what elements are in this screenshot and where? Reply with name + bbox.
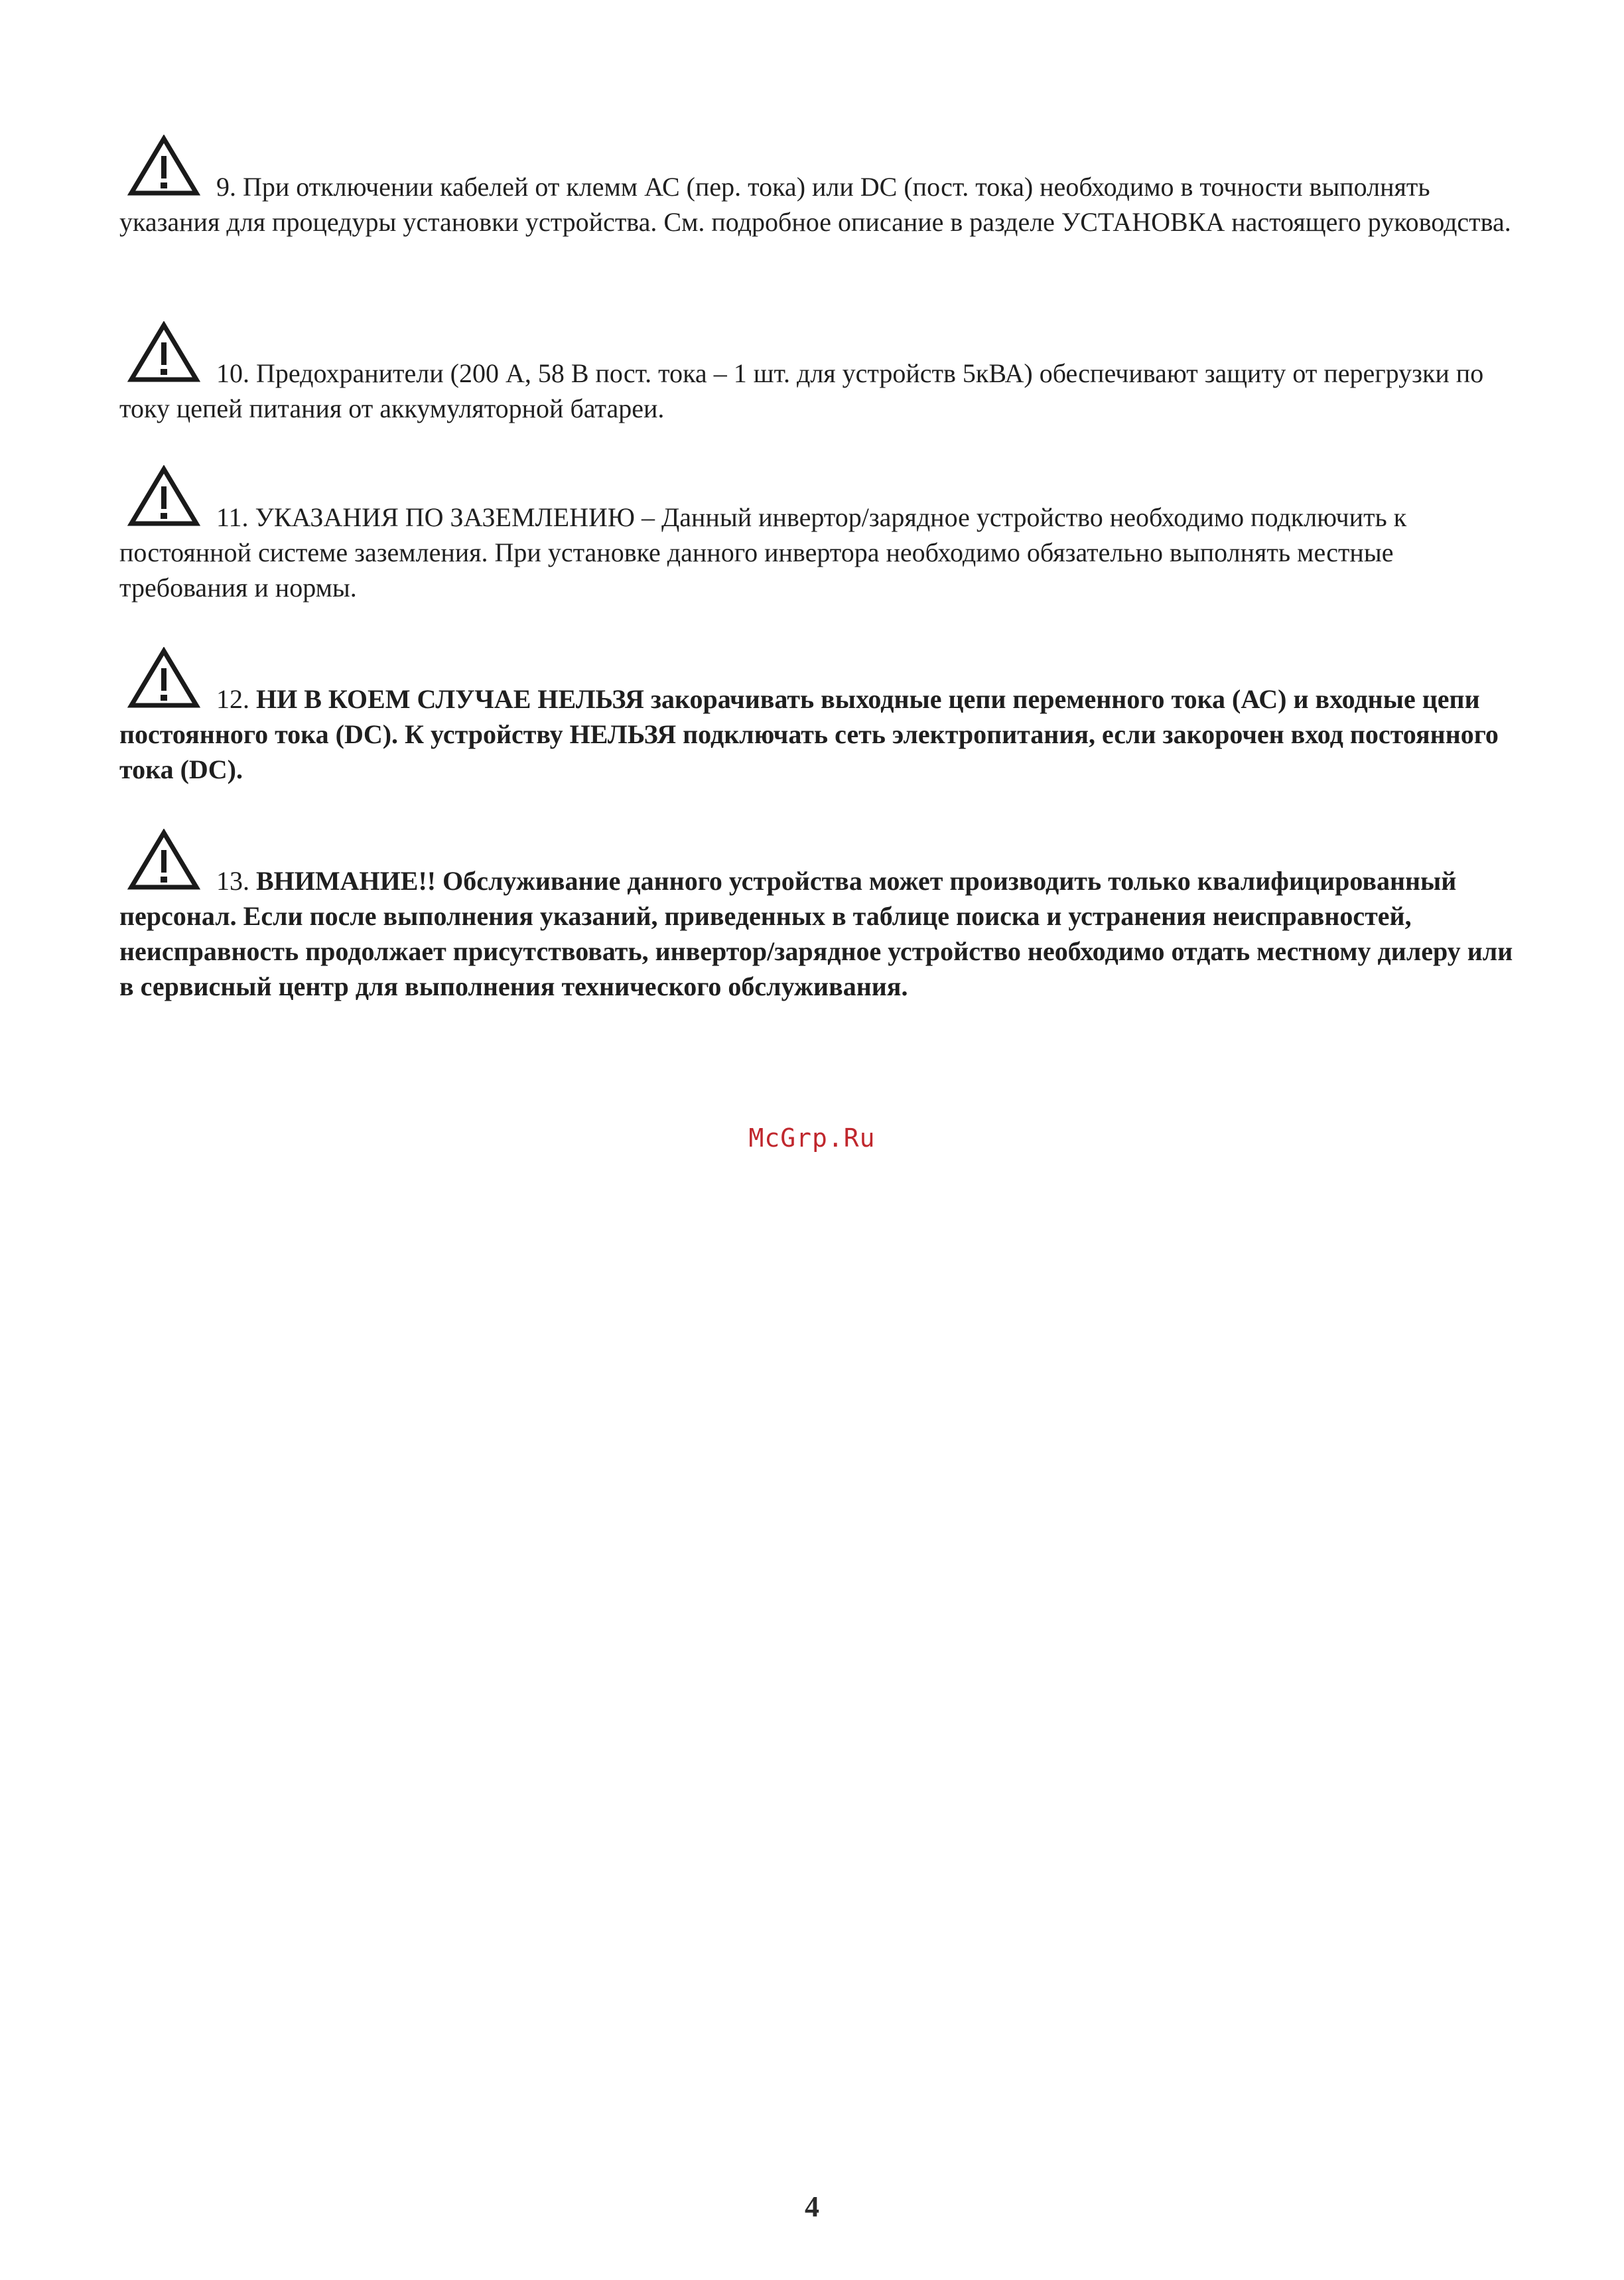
warning-number: 10. [216, 358, 249, 388]
warning-text: НИ В КОЕМ СЛУЧАЕ НЕЛЬЗЯ закорачивать выходные цепи переменного тока (АС) и входные цепи постоянного тока (DC). К устройству НЕЛЬЗЯ подключать сеть электропитания, если закорочен вход постоянного тока (DC). [119, 684, 1499, 784]
warning-number: 12. [216, 684, 249, 714]
warning-item-13 [119, 863, 1519, 1004]
watermark: McGrp.Ru [748, 1123, 876, 1153]
page-number: 4 [805, 2190, 819, 2223]
warning-text: При отключении кабелей от клемм АС (пер. тока) или DC (пост. тока) необходимо в точности выполнять указания для процедуры установки устройства. См. подробное описание в разделе УСТАНОВКА настоящего руководства. [119, 172, 1511, 237]
warning-number: 11. [216, 502, 249, 532]
warning-triangle-icon [127, 465, 200, 529]
warning-triangle-icon [127, 829, 200, 892]
warning-item-9 [119, 169, 1519, 240]
warning-number: 9. [216, 172, 236, 202]
warning-item-11 [119, 500, 1519, 605]
warning-item-10 [119, 356, 1519, 426]
warning-triangle-icon [127, 647, 200, 711]
warning-number: 13. [216, 866, 249, 896]
warning-triangle-icon [127, 321, 200, 385]
warning-text: УКАЗАНИЯ ПО ЗАЗЕМЛЕНИЮ – Данный инвертор/зарядное устройство необходимо подключить к постоянной системе заземления. При установке данного инвертора необходимо обязательно выполнять местные требования и нормы. [119, 502, 1407, 603]
warning-triangle-icon [127, 135, 200, 198]
warning-item-12 [119, 681, 1519, 787]
warning-text: ВНИМАНИЕ!! Обслуживание данного устройства может производить только квалифицированный персонал. Если после выполнения указаний, приведенных в таблице поиска и устранения неисправностей, неисправность продолжает присутствовать, инвертор/зарядное устройство необходимо отдать местному дилеру или в сервисный центр для выполнения технического обслуживания. [119, 866, 1513, 1001]
warning-text: Предохранители (200 А, 58 В пост. тока – 1 шт. для устройств 5кВА) обеспечивают защиту от перегрузки по току цепей питания от аккумуляторной батареи. [119, 358, 1484, 423]
